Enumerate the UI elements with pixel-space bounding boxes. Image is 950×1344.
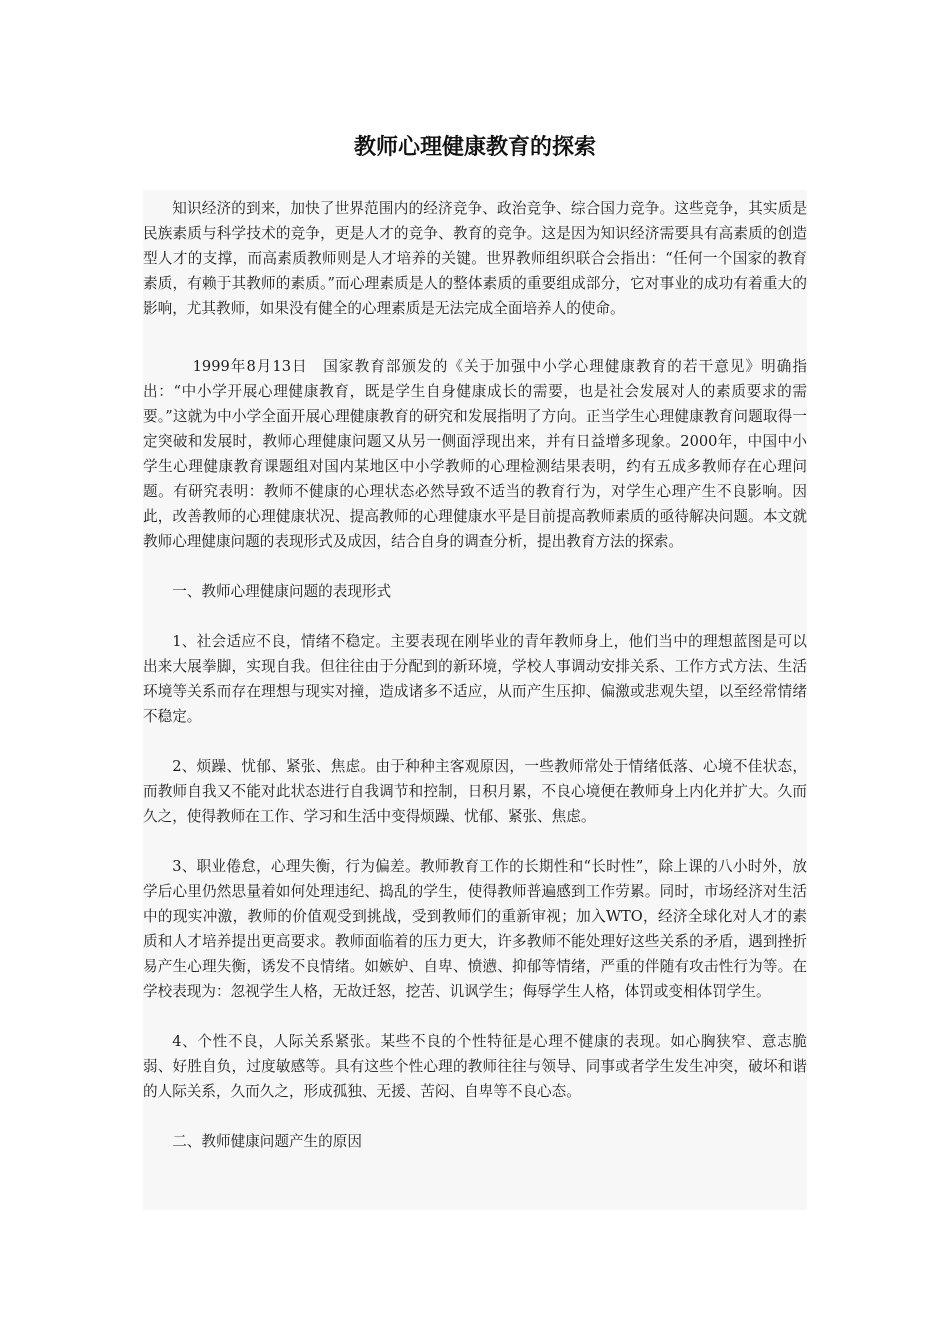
document-body	[143, 196, 807, 1154]
paragraph-point-2: 2、烦躁、忧郁、紧张、焦虑。由于种种主客观原因，一些教师常处于情绪低落、心境不佳状态，而教师自我又不能对此状态进行自我调节和控制，日积月累，不良心境便在教师身上内化并扩大。久而久之，使得教师在工作、学习和生活中变得烦躁、忧郁、紧张、焦虑。	[143, 758, 807, 825]
paragraph-point-3: 3、职业倦怠，心理失衡，行为偏差。教师教育工作的长期性和“长时性”，除上课的八小时外，放学后心里仍然思量着如何处理违纪、捣乱的学生，使得教师普遍感到工作劳累。同时，市场经济对生活中的现实冲激，教师的价值观受到挑战，受到教师们的重新审视；加入WTO，经济全球化对人才的素质和人才培养提出更高要求。教师面临着的压力更大，许多教师不能处理好这些关系的矛盾，遇到挫折易产生心理失衡，诱发不良情绪。如嫉妒、自卑、愤懑、抑郁等情绪，严重的伴随有攻击性行为等。在学校表现为：忽视学生人格，无故迁怒，挖苦、讥讽学生；侮辱学生人格，体罚或变相体罚学生。	[143, 858, 807, 1000]
paragraph-policy: 1999年8月13日 国家教育部颁发的《关于加强中小学心理健康教育的若干意见》明确指出：“中小学开展心理健康教育，既是学生自身健康成长的需要，也是社会发展对人的素质要求的需要。”这就为中小学全面开展心理健康教育的研究和发展指明了方向。正当学生心理健康教育问题取得一定突破和发展时，教师心理健康问题又从另一侧面浮现出来，并有日益增多现象。2000年，中国中小学生心理健康教育课题组对国内某地区中小学教师的心理检测结果表明，约有五成多教师存在心理问题。有研究表明：教师不健康的心理状态必然导致不适当的教育行为，对学生心理产生不良影响。因此，改善教师的心理健康状况、提高教师的心理健康水平是目前提高教师素质的亟待解决问题。本文就教师心理健康问题的表现形式及成因，结合自身的调查分析，提出教育方法的探索。	[143, 358, 807, 550]
section-heading-1: 一、教师心理健康问题的表现形式	[172, 583, 392, 600]
document-title: 教师心理健康教育的探索	[353, 135, 596, 160]
paragraph-point-1: 1、社会适应不良，情绪不稳定。主要表现在刚毕业的青年教师身上，他们当中的理想蓝图是可以出来大展拳脚，实现自我。但往往由于分配到的新环境，学校人事调动安排关系、工作方式方法、生活环境等关系而存在理想与现实对撞，造成诸多不适应，从而产生压抑、偏激或悲观失望，以至经常情绪不稳定。	[143, 633, 807, 725]
paragraph-point-4: 4、个性不良，人际关系紧张。某些不良的个性特征是心理不健康的表现。如心胸狭窄、意志脆弱、好胜自负，过度敏感等。具有这些个性心理的教师往往与领导、同事或者学生发生冲突，破坏和谐的人际关系，久而久之，形成孤独、无援、苦闷、自卑等不良心态。	[143, 1033, 807, 1100]
section-heading-2: 二、教师健康问题产生的原因	[172, 1133, 362, 1150]
paragraph-intro: 知识经济的到来，加快了世界范围内的经济竞争、政治竞争、综合国力竞争。这些竞争，其实质是民族素质与科学技术的竞争，更是人才的竞争、教育的竞争。这是因为知识经济需要具有高素质的创造型人才的支撑，而高素质教师则是人才培养的关键。世界教师组织联合会指出：“任何一个国家的教育素质，有赖于其教师的素质。”而心理素质是人的整体素质的重要组成部分，它对事业的成功有着重大的影响，尤其教师，如果没有健全的心理素质是无法完成全面培养人的使命。	[143, 200, 807, 317]
